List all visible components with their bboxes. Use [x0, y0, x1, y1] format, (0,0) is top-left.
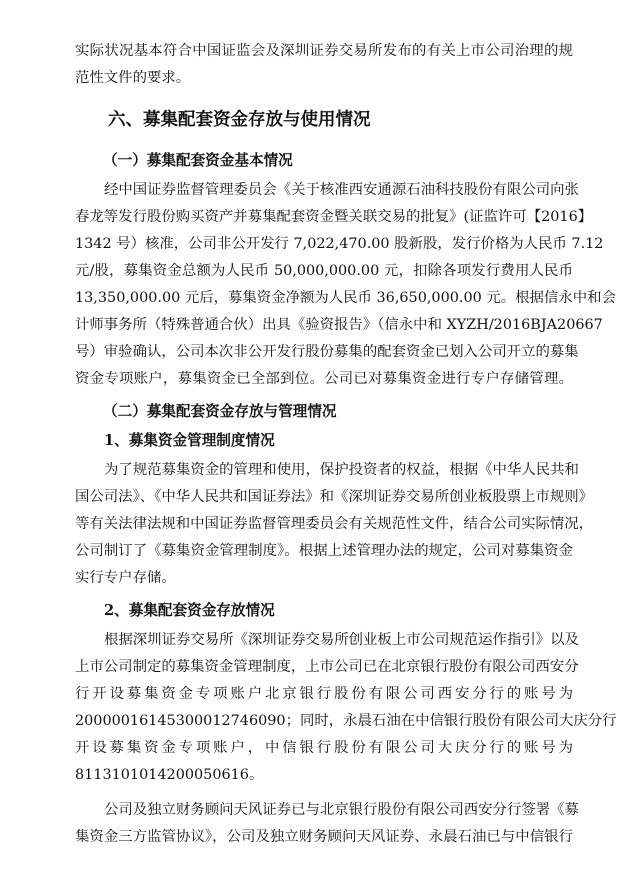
sub1-line-4: 元/股，募集资金总额为人民币 50,000,000.00 元，扣除各项发行费用人民币	[75, 263, 573, 279]
item2b-line-2: 集资金三方监管协议》，公司及独立财务顾问天风证券、永晨石油已与中信银行	[75, 829, 573, 845]
item1-line-1: 为了规范募集资金的管理和使用，保护投资者的权益，根据《中华人民共和	[104, 462, 579, 478]
section-title: 六、募集配套资金存放与使用情况	[108, 110, 371, 130]
sub1-line-7: 号）审验确认，公司本次非公开发行股份募集的配套资金已划入公司开立的募集	[75, 344, 579, 360]
sub1-line-1: 经中国证券监督管理委员会《关于核准西安通源石油科技股份有限公司向张	[104, 182, 579, 198]
item1-line-5: 实行专户存储。	[75, 570, 176, 586]
sub1-line-2: 春龙等发行股份购买资产并募集配套资金暨关联交易的批复》(证监许可【2016】	[75, 209, 593, 225]
sub1-line-6: 计师事务所（特殊普通合伙）出具《验资报告》（信永中和 XYZH/2016BJA20667	[75, 317, 603, 333]
subsection-2-title: （二）募集配套资金存放与管理情况	[103, 403, 337, 420]
item2-line-3: 行开设募集资金专项账户北京银行股份有限公司西安分行的账号为	[75, 686, 573, 702]
item2b-line-1: 公司及独立财务顾问天风证券已与北京银行股份有限公司西安分行签署《募	[104, 802, 579, 818]
sub1-line-8: 资金专项账户，募集资金已全部到位。公司已对募集资金进行专户存储管理。	[75, 371, 573, 387]
intro-line-1: 实际状况基本符合中国证监会及深圳证券交易所发布的有关上市公司治理的规	[75, 43, 573, 59]
item2-line-6: 8113101014200050616。	[75, 767, 264, 783]
item2-line-2: 上市公司制定的募集资金管理制度，上市公司已在北京银行股份有限公司西安分	[75, 659, 579, 675]
intro-line-2: 范性文件的要求。	[75, 70, 191, 86]
item2-line-4: 20000016145300012746090；同时，永晨石油在中信银行股份有限公司大庆分行	[75, 713, 617, 729]
sub1-line-3: 1342 号）核准，公司非公开发行 7,022,470.00 股新股，发行价格为人民币 7.12	[75, 236, 604, 252]
item-1-title: 1、募集资金管理制度情况	[104, 432, 275, 449]
sub1-line-5: 13,350,000.00 元后，募集资金净额为人民币 36,650,000.00 元。根据信永中和会	[75, 290, 616, 306]
item2-line-1: 根据深圳证券交易所《深圳证券交易所创业板上市公司规范运作指引》以及	[104, 632, 579, 648]
item-2-title: 2、募集配套资金存放情况	[104, 602, 275, 619]
item1-line-3: 等有关法律法规和中国证券监督管理委员会有关规范性文件，结合公司实际情况，	[75, 516, 594, 532]
subsection-1-title: （一）募集配套资金基本情况	[103, 152, 293, 169]
item2-line-5: 开设募集资金专项账户，中信银行股份有限公司大庆分行的账号为	[75, 740, 573, 756]
item1-line-2: 国公司法》、《中华人民共和国证券法》和《深圳证券交易所创业板股票上市规则》	[75, 489, 594, 505]
item1-line-4: 公司制订了《募集资金管理制度》。根据上述管理办法的规定，公司对募集资金	[75, 543, 573, 559]
